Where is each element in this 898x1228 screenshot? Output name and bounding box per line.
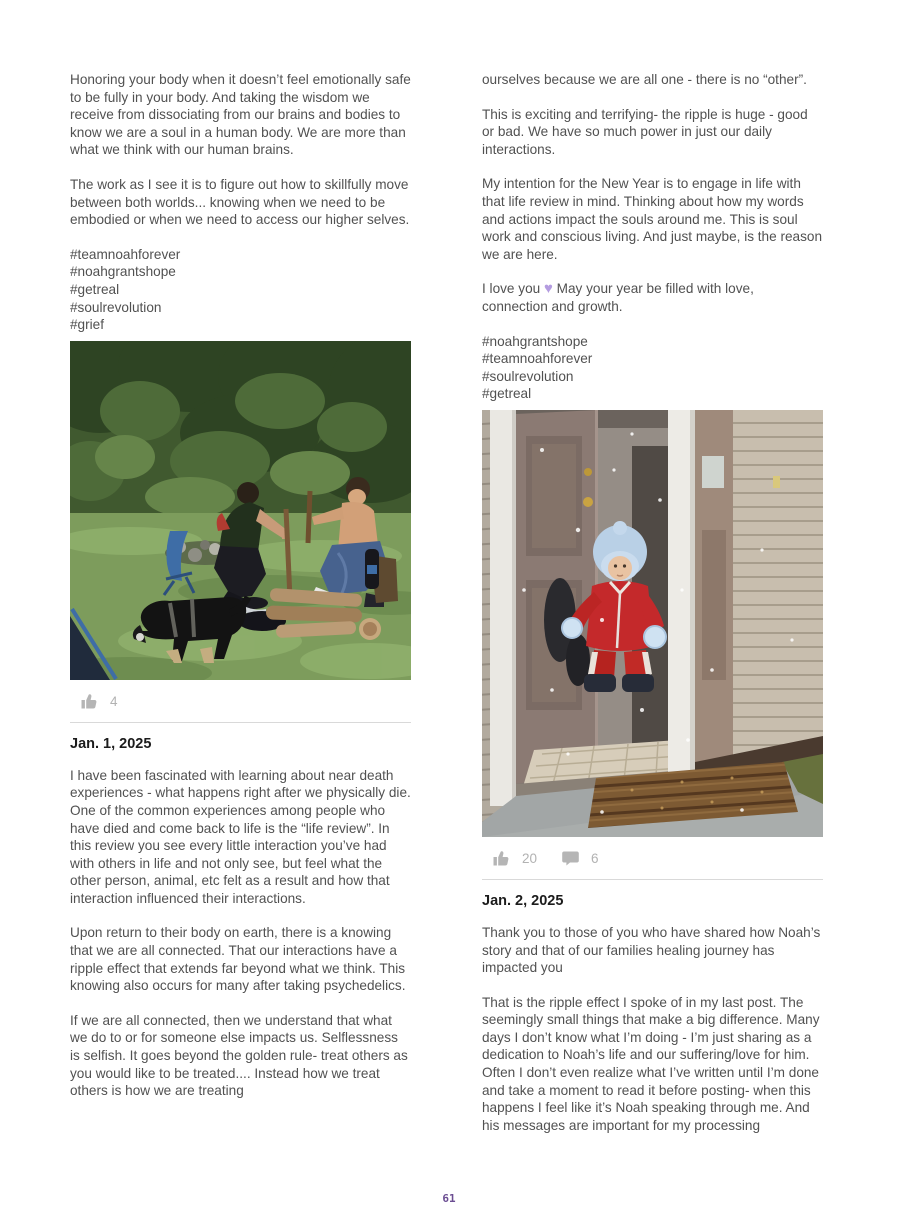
outer-door	[695, 410, 733, 776]
comment-bubble-icon	[561, 849, 580, 868]
post-date: Jan. 2, 2025	[482, 892, 564, 909]
hashtag-list	[70, 246, 411, 334]
thumbs-up-icon	[492, 849, 511, 868]
hashtag: #getreal	[482, 386, 532, 402]
hashtag: #grief	[70, 317, 105, 333]
photo-forest-campfire	[70, 341, 411, 680]
post-paragraph: This is exciting and terrifying- the ripple is huge - good or bad. We have so much power in just our daily interactions.	[482, 106, 808, 157]
hashtag: #teamnoahforever	[70, 246, 181, 262]
hashtag: #noahgrantshope	[482, 333, 588, 349]
thumbs-up-icon	[80, 692, 99, 711]
post-paragraph: Upon return to their body on earth, there is a knowing that we are all connected. That our interactions have a ripple effect that extends far beyond what we think. This knowing also occurs for many after taking psychedelics.	[70, 925, 406, 994]
hashtag: #teamnoahforever	[482, 351, 593, 367]
love-text-before: I love you	[482, 281, 541, 297]
hashtag: #noahgrantshope	[70, 264, 176, 280]
hashtag-list	[482, 333, 823, 403]
post-paragraph: ourselves because we are all one - there is no “other”.	[482, 72, 807, 87]
purple-heart-icon: ♥	[543, 280, 553, 298]
left-column	[70, 71, 411, 1151]
hashtag: #soulrevolution	[482, 368, 574, 384]
post-paragraph: If we are all connected, then we understand that what we do to or for someone else impacts us. Selflessness is selfish. It goes beyond the golden rule- treat others as you would like to be treated.... Instead how we treat others is how we are treating	[70, 1012, 408, 1099]
post-paragraph: That is the ripple effect I spoke of in my last post. The seemingly small things that make a big difference. Many days I don’t know what I’m doing - I’m just sharing as a dedication to Noah’s life and our suffering/love for him. Often I don’t even realize what I’ve written until I’m done and take a moment to read it before posting- when this happens I feel like it’s Noah speaking through me. And his messages are important for my processing	[482, 994, 820, 1133]
love-text-after: May your year be filled with love, connection and growth.	[482, 281, 754, 314]
post-divider	[70, 722, 411, 723]
comment-count: 6	[591, 851, 599, 867]
photo-toddler-doorway	[482, 410, 823, 837]
page-number: 61	[442, 1192, 456, 1205]
post-paragraph: Honoring your body when it doesn’t feel emotionally safe to be fully in your body. And taking the wisdom we receive from dissociating from our brains and bodies to know we are a soul in a human body. We are more than what we think with our human brains.	[70, 72, 411, 158]
hashtag: #getreal	[70, 281, 120, 297]
post-paragraph-love	[482, 280, 823, 315]
like-count: 4	[110, 694, 118, 710]
post-divider	[482, 879, 823, 880]
reaction-bar	[482, 848, 823, 870]
hashtag: #soulrevolution	[70, 299, 162, 315]
reaction-bar	[70, 691, 411, 713]
post-paragraph: The work as I see it is to figure out how to skillfully move between both worlds... knowing when we need to be embodied or when we need to access our higher selves.	[70, 176, 410, 228]
post-paragraph: My intention for the New Year is to engage in life with that life review in mind. Thinking about how my words and actions impact the souls around me. This is soul work and conscious living. And just maybe, is the reason we are here.	[482, 176, 823, 262]
post-date: Jan. 1, 2025	[70, 735, 152, 752]
right-column	[482, 71, 823, 1151]
post-paragraph: Thank you to those of you who have shared how Noah’s story and that of our families healing journey has impacted you	[482, 924, 821, 976]
like-count: 20	[522, 851, 538, 867]
post-paragraph: I have been fascinated with learning about near death experiences - what happens right after we physically die. One of the common experiences among people who have died and come back to life is the “life review”. In this review you see every little interaction you’ve had with others in life and not only see, but feel what the other person, animal, etc felt as a result and how that interaction influenced their interactions.	[70, 767, 411, 906]
